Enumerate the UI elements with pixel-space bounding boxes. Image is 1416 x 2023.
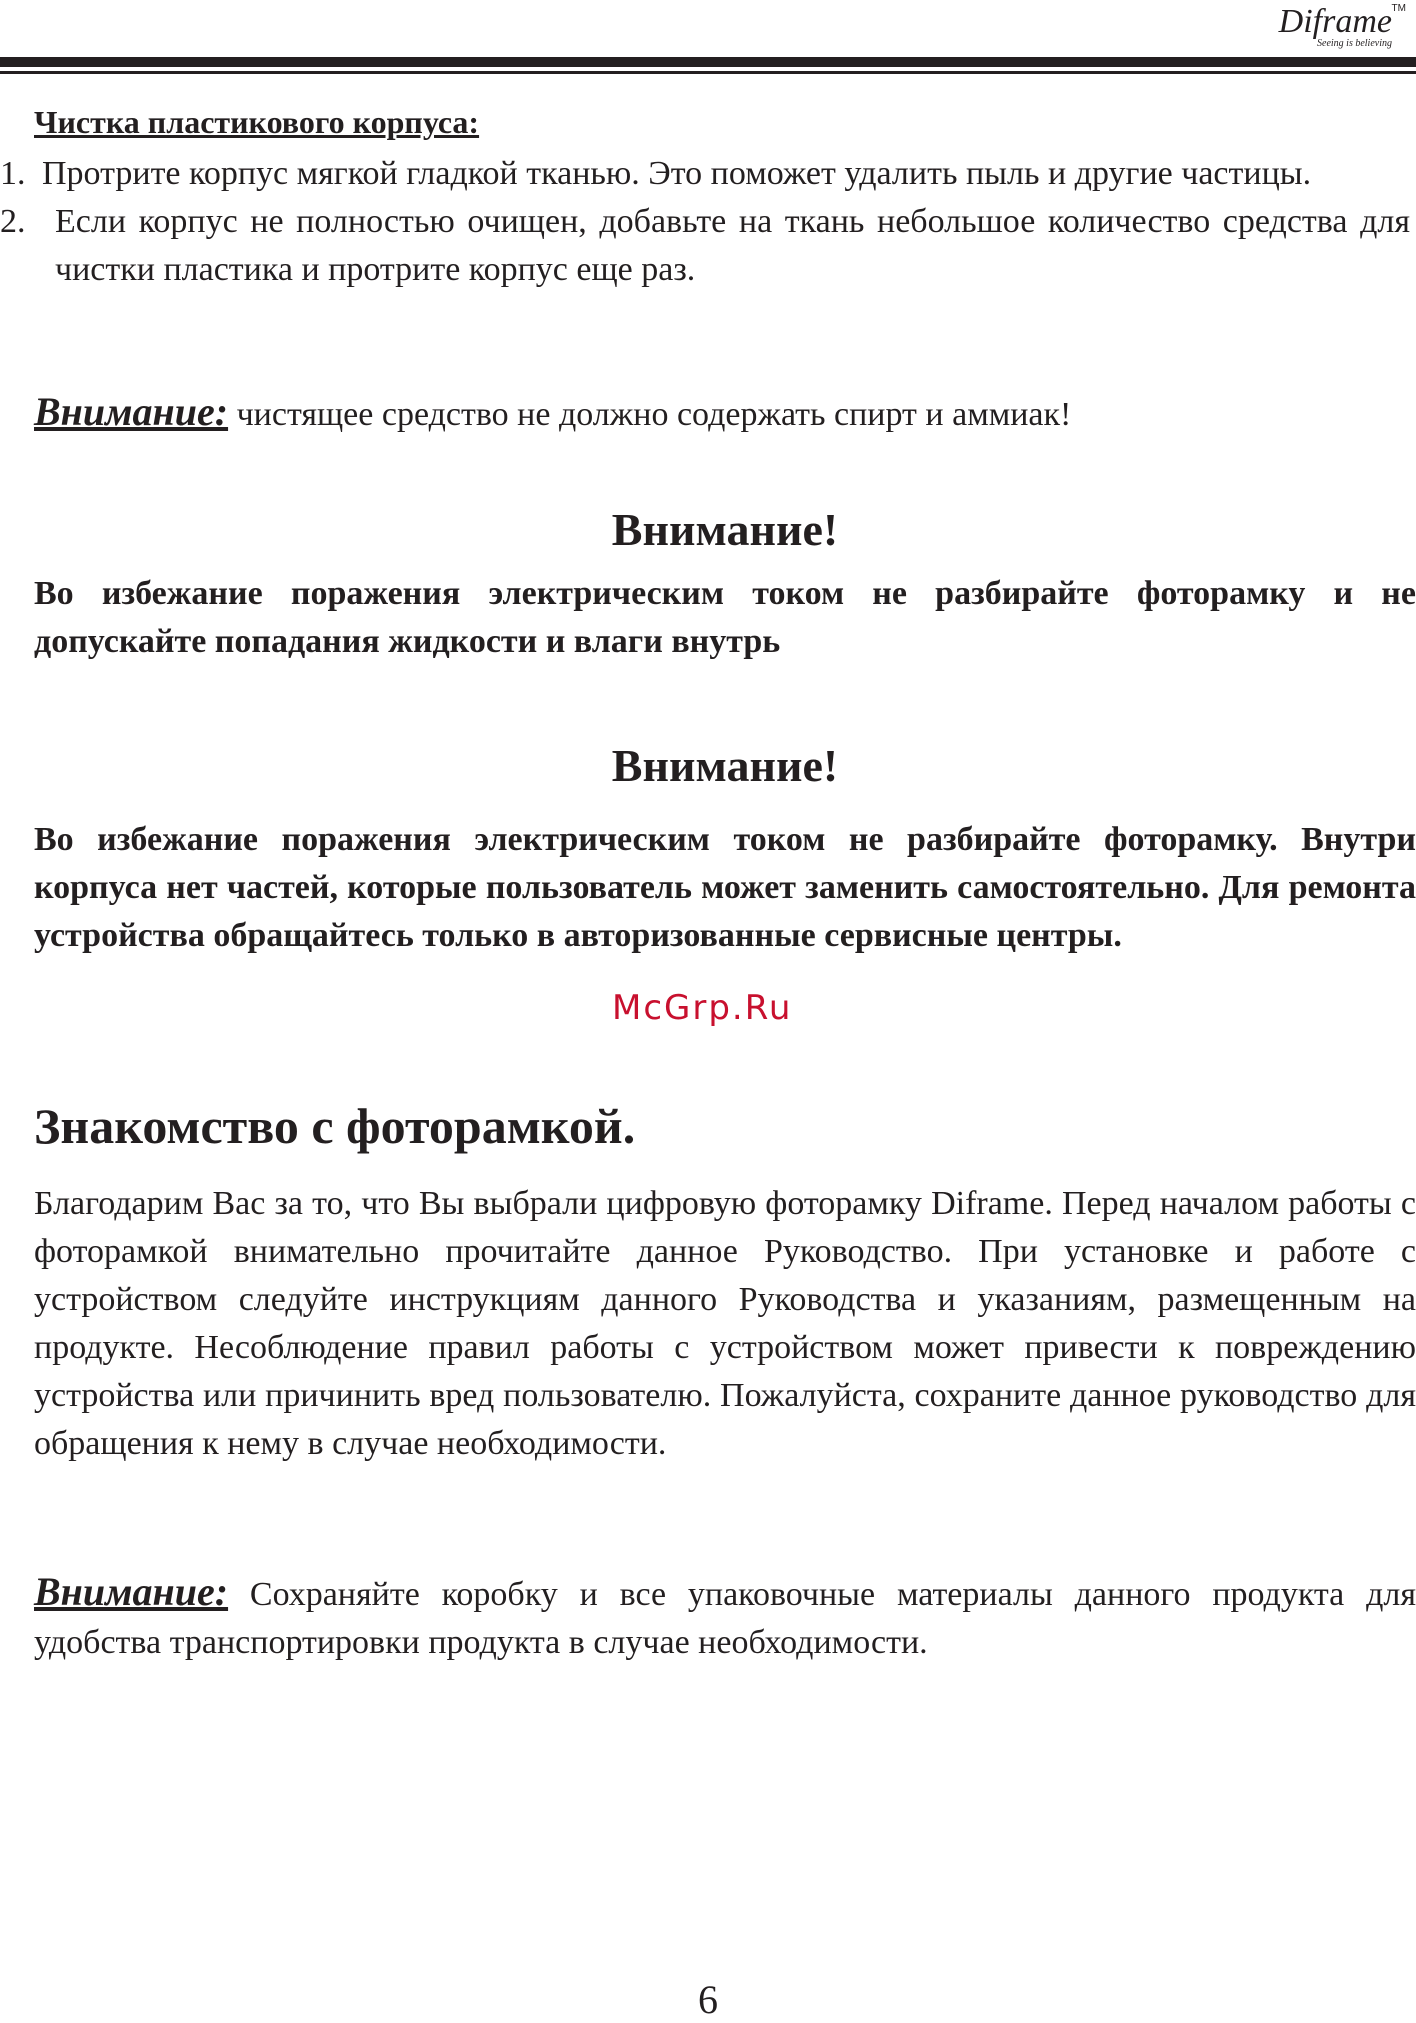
cleaning-item-2-text: Если корпус не полностью очищен, добавьте на ткань небольшое количество средства для чистки пластика и протрите корпус еще раз. xyxy=(55,203,1410,288)
brand-logo xyxy=(1242,2,1406,52)
header-rule-thick xyxy=(0,57,1416,67)
note-packaging-label: Внимание: xyxy=(34,1569,229,1614)
intro-section xyxy=(34,1094,1416,1468)
note-alcohol-text: чистящее средство не должно содержать спирт и аммиак! xyxy=(228,396,1072,433)
cleaning-heading: Чистка пластикового корпуса: xyxy=(34,104,480,140)
cleaning-list xyxy=(0,150,1410,294)
cleaning-item-2 xyxy=(0,198,1410,294)
warning-1-text: Во избежание поражения электрическим током не разбирайте фоторамку и не допускайте попадания жидкости и влаги внутрь xyxy=(34,575,1416,660)
note-alcohol xyxy=(34,384,1416,443)
cleaning-item-1-number: 1. xyxy=(0,155,26,192)
watermark-text: McGrp.Ru xyxy=(612,988,793,1028)
warning-2 xyxy=(34,736,1416,960)
brand-tagline: Seeing is believing xyxy=(1317,38,1392,49)
note-alcohol-label: Внимание: xyxy=(34,389,229,434)
note-packaging-text: Сохраняйте коробку и все упаковочные материалы данного продукта для удобства транспортировки продукта в случае необходимости. xyxy=(34,1576,1416,1661)
warning-1 xyxy=(34,500,1416,666)
note-packaging-paragraph xyxy=(34,1568,1416,1667)
note-alcohol-paragraph xyxy=(34,384,1416,443)
cleaning-item-1-text: Протрите корпус мягкой гладкой тканью. Это поможет удалить пыль и другие частицы. xyxy=(42,155,1312,192)
warning-2-text: Во избежание поражения электрическим током не разбирайте фоторамку. Внутри корпуса нет частей, которые пользователь может заменить самостоятельно. Для ремонта устройства обращайтесь только в авторизованные сервисные центры. xyxy=(34,821,1416,954)
cleaning-item-1 xyxy=(0,150,1410,198)
warning-1-heading: Внимание! xyxy=(611,504,839,555)
brand-trademark: TM xyxy=(1391,3,1406,14)
cleaning-item-2-number: 2. xyxy=(0,203,26,240)
header-rule-thin xyxy=(0,71,1416,74)
intro-text: Благодарим Вас за то, что Вы выбрали цифровую фоторамку Diframe. Перед началом работы с фоторамкой внимательно прочитайте данное Руководство. При установке и работе с устройством следуйте инструкциям данного Руководства и указаниям, размещенным на продукте. Несоблюдение правил работы с устройством может привести к повреждению устройства или причинить вред пользователю. Пожалуйста, сохраните данное руководство для обращения к нему в случае необходимости. xyxy=(34,1185,1416,1462)
cleaning-section xyxy=(34,100,1416,144)
page-number: 6 xyxy=(698,1977,718,2022)
brand-name: Diframe xyxy=(1278,3,1392,40)
intro-title: Знакомство с фоторамкой. xyxy=(34,1098,636,1154)
warning-2-heading: Внимание! xyxy=(611,740,839,791)
note-packaging xyxy=(34,1568,1416,1667)
